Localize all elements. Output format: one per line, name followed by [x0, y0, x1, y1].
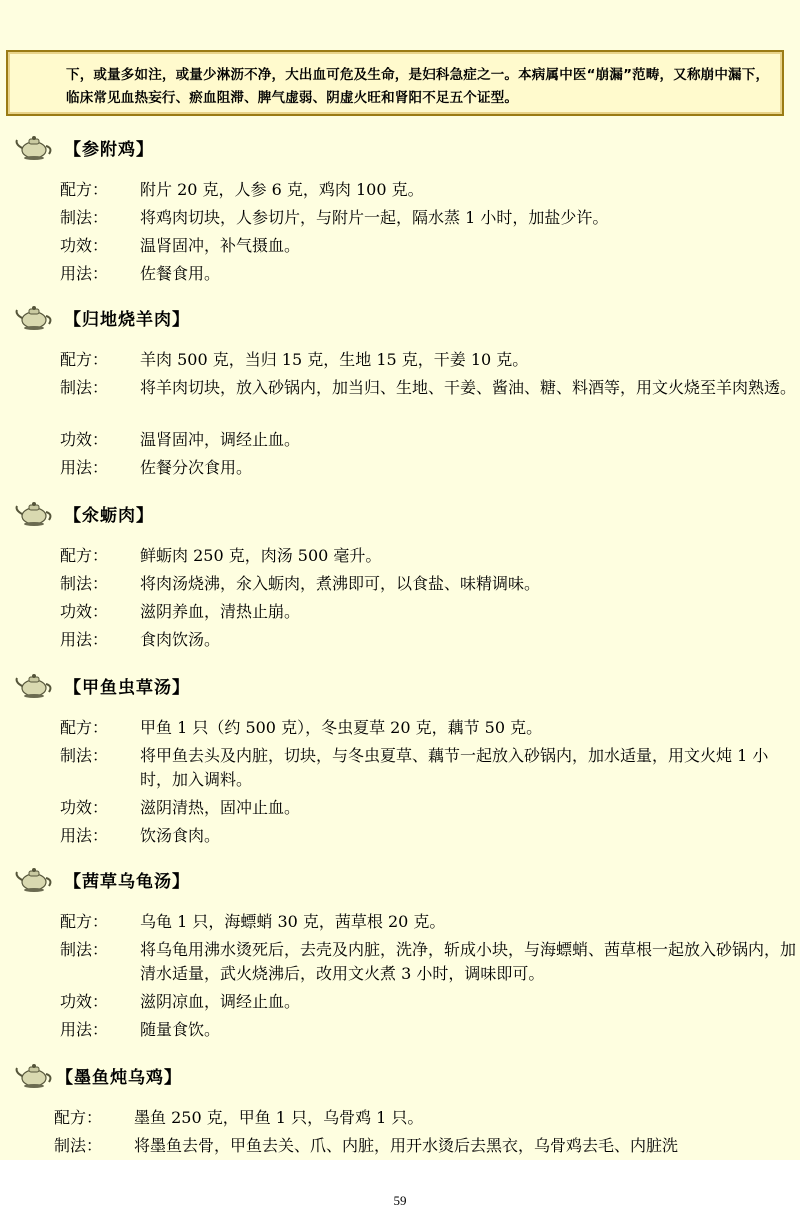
row-text: 佐餐食用。 — [140, 264, 221, 283]
row-label: 制法： — [60, 940, 109, 959]
teapot-icon — [14, 1061, 54, 1089]
row-text: 将羊肉切块，放入砂锅内，加当归、生地、干姜、酱油、糖、料酒等，用文火烧至羊肉熟透。 — [140, 378, 797, 397]
teapot-icon — [14, 499, 54, 527]
row-label: 功效： — [60, 602, 109, 621]
row-label: 制法： — [60, 378, 109, 397]
row-label: 配方： — [60, 546, 109, 565]
row-label: 制法： — [60, 574, 109, 593]
row-text: 佐餐分次食用。 — [140, 458, 253, 477]
row-label: 配方： — [60, 180, 109, 199]
row-label: 用法： — [60, 458, 109, 477]
recipe-title — [14, 498, 154, 528]
row-text: 食肉饮汤。 — [140, 630, 221, 649]
row-text: 将肉汤烧沸，氽入蛎肉，煮沸即可，以食盐、味精调味。 — [140, 574, 541, 593]
row-label: 功效： — [60, 430, 109, 449]
row-text: 鲜蛎肉 250 克，肉汤 500 毫升。 — [140, 546, 382, 565]
recipe-title — [14, 670, 190, 700]
row-label: 配方： — [54, 1108, 103, 1127]
row-label: 制法： — [60, 208, 109, 227]
row-label: 配方： — [60, 912, 109, 931]
row-text: 墨鱼 250 克，甲鱼 1 只，乌骨鸡 1 只。 — [134, 1108, 424, 1127]
row-text: 随量食饮。 — [140, 1020, 221, 1039]
intro-text: 下，或量多如注，或量少淋沥不净，大出血可危及生命，是妇科急症之一。本病属中医“崩漏”范畴，又称崩中漏下，临床常见血热妄行、瘀血阻滞、脾气虚弱、阴虚火旺和肾阳不足五个证型。 — [66, 67, 770, 106]
row-label: 用法： — [60, 1020, 109, 1039]
row-label: 配方： — [60, 350, 109, 369]
teapot-icon — [14, 671, 54, 699]
row-text: 饮汤食肉。 — [140, 826, 221, 845]
recipe-name: 【甲鱼虫草汤】 — [64, 677, 190, 698]
row-label: 用法： — [60, 264, 109, 283]
recipe-title — [14, 302, 190, 332]
row-label: 制法： — [60, 746, 109, 765]
recipe-name: 【茜草乌龟汤】 — [64, 871, 190, 892]
recipe-title — [14, 132, 154, 162]
recipe-title — [14, 1060, 182, 1090]
recipe-title — [14, 864, 190, 894]
row-text: 将鸡肉切块，人参切片，与附片一起，隔水蒸 1 小时，加盐少许。 — [140, 208, 609, 227]
row-text: 羊肉 500 克，当归 15 克，生地 15 克，干姜 10 克。 — [140, 350, 529, 369]
recipe-name: 【参附鸡】 — [64, 139, 154, 160]
recipe-name: 【氽蛎肉】 — [64, 505, 154, 526]
row-text: 滋阴清热，固冲止血。 — [140, 798, 301, 817]
recipe-name: 【墨鱼炖乌鸡】 — [56, 1067, 182, 1088]
row-text: 乌龟 1 只，海螵蛸 30 克，茜草根 20 克。 — [140, 912, 446, 931]
row-text: 将乌龟用沸水烫死后，去壳及内脏，洗净，斩成小块，与海螵蛸、茜草根一起放入砂锅内，加清水适量，武火烧沸后，改用文火煮 3 小时，调味即可。 — [140, 940, 797, 983]
row-text: 附片 20 克，人参 6 克，鸡肉 100 克。 — [140, 180, 424, 199]
teapot-icon — [14, 303, 54, 331]
row-label: 功效： — [60, 236, 109, 255]
teapot-icon — [14, 133, 54, 161]
row-label: 功效： — [60, 798, 109, 817]
row-label: 制法： — [54, 1136, 103, 1155]
page-number: 59 — [393, 1193, 407, 1208]
row-label: 用法： — [60, 630, 109, 649]
teapot-icon — [14, 865, 54, 893]
row-label: 功效： — [60, 992, 109, 1011]
row-text: 将墨鱼去骨，甲鱼去关、爪、内脏，用开水烫后去黑衣，乌骨鸡去毛、内脏洗 — [134, 1136, 679, 1155]
row-text: 滋阴凉血，调经止血。 — [140, 992, 301, 1011]
row-label: 配方： — [60, 718, 109, 737]
row-text: 甲鱼 1 只（约 500 克），冬虫夏草 20 克，藕节 50 克。 — [140, 718, 543, 737]
row-text: 将甲鱼去头及内脏，切块，与冬虫夏草、藕节一起放入砂锅内，加水适量，用文火炖 1 小时，加入调料。 — [140, 746, 769, 789]
row-label: 用法： — [60, 826, 109, 845]
intro-box — [6, 50, 784, 116]
row-text: 滋阴养血，清热止崩。 — [140, 602, 301, 621]
row-text: 温肾固冲，调经止血。 — [140, 430, 301, 449]
recipe-name: 【归地烧羊肉】 — [64, 309, 190, 330]
row-text: 温肾固冲，补气摄血。 — [140, 236, 301, 255]
